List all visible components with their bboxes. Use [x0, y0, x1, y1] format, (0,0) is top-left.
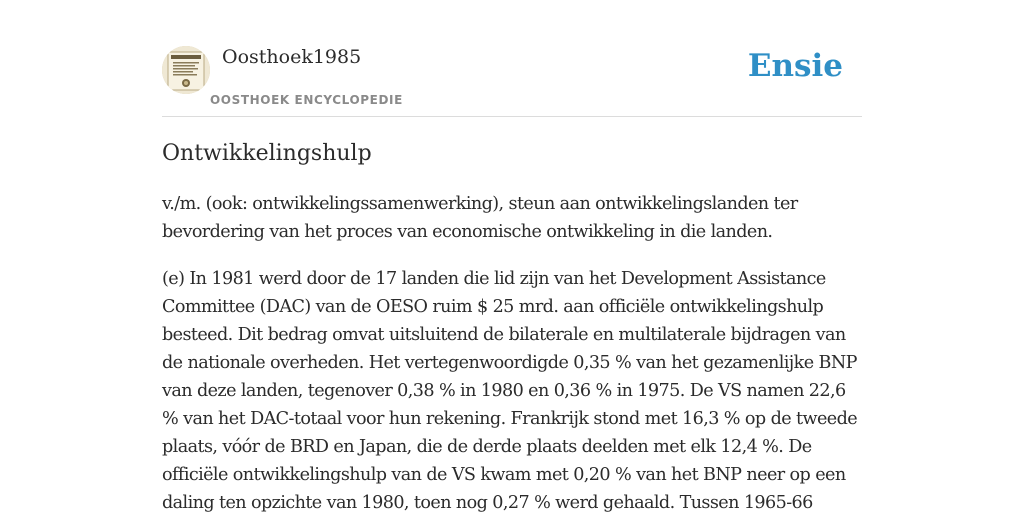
- publication-subtitle[interactable]: OOSTHOEK ENCYCLOPEDIE: [210, 93, 403, 107]
- certificate-icon: [162, 46, 210, 94]
- brand-logo[interactable]: Ensie: [747, 48, 843, 84]
- username[interactable]: Oosthoek1985: [222, 46, 362, 68]
- avatar[interactable]: [162, 46, 210, 94]
- body-paragraph: (e) In 1981 werd door de 17 landen die lid zijn van het Development Assistance Committee (DAC) van de OESO ruim $ 25 mrd. aan officiële ontwikkelingshulp besteed. Dit bedrag omvat uitsluitend de bilaterale en multilaterale bijdragen van de nationale overheden. Het vertegenwoordigde 0,35 % van het gezamenlijke BNP van deze landen, tegenover 0,38 % in 1980 en 0,36 % in 1975. De VS namen 22,6 % van het DAC-totaal voor hun rekening. Frankrijk stond met 16,3 % op de tweede plaats, vóór de BRD en Japan, die de derde plaats deelden met elk 12,4 %. De officiële ontwikkelingshulp van de VS kwam met 0,20 % van het BNP neer op een daling ten opzichte van 1980, toen nog 0,27 % werd gehaald. Tussen 1965-66: [162, 269, 858, 512]
- article-header: [162, 44, 862, 117]
- article-body: [162, 138, 862, 512]
- page-title: Ontwikkelingshulp: [162, 141, 372, 166]
- definition-paragraph: v./m. (ook: ontwikkelingssamenwerking), steun aan ontwikkelingslanden ter bevordering van het proces van economische ontwikkeling in die landen.: [162, 194, 798, 242]
